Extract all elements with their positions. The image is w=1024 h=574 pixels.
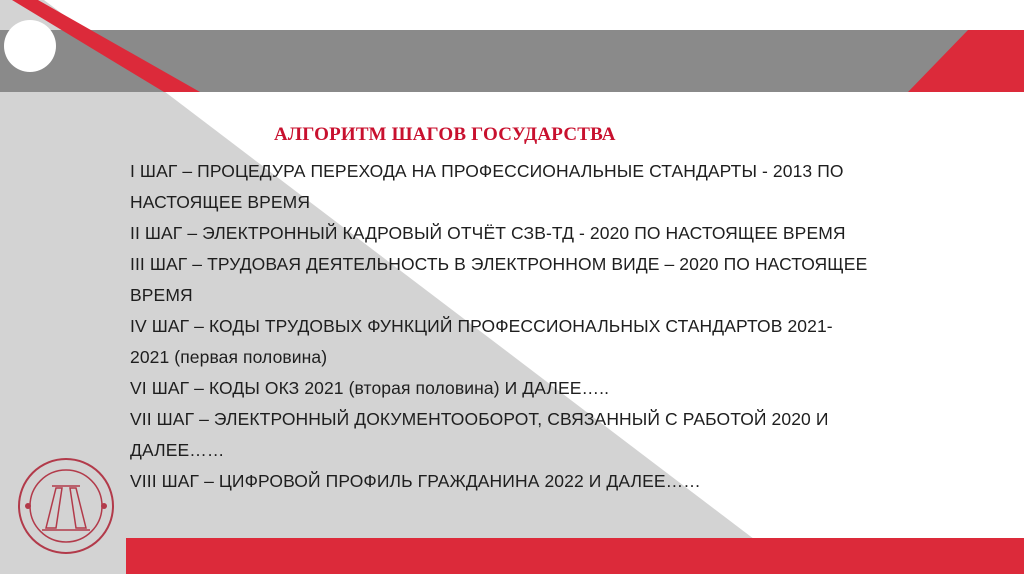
step-line: IV ШАГ – КОДЫ ТРУДОВЫХ ФУНКЦИЙ ПРОФЕССИОНАЛЬНЫХ СТАНДАРТОВ 2021-	[130, 316, 833, 336]
step-line: I ШАГ – ПРОЦЕДУРА ПЕРЕХОДА НА ПРОФЕССИОНАЛЬНЫЕ СТАНДАРТЫ - 2013 ПО	[130, 161, 844, 181]
step-line: 2021 (первая половина)	[130, 347, 328, 367]
step-line: VI ШАГ – КОДЫ ОКЗ 2021 (вторая половина) И ДАЛЕЕ…..	[130, 378, 610, 398]
step-line: III ШАГ – ТРУДОВАЯ ДЕЯТЕЛЬНОСТЬ В ЭЛЕКТРОННОМ ВИДЕ – 2020 ПО НАСТОЯЩЕЕ	[130, 254, 868, 274]
steps-list	[130, 156, 950, 497]
white-circle-badge	[4, 20, 56, 72]
step-line: НАСТОЯЩЕЕ ВРЕМЯ	[130, 192, 311, 212]
bottom-red-band	[126, 538, 1024, 574]
slide-content	[130, 124, 950, 497]
slide-title: АЛГОРИТМ ШАГОВ ГОСУДАРСТВА	[274, 124, 616, 145]
step-line: ДАЛЕЕ……	[130, 440, 225, 460]
step-line: VIII ШАГ – ЦИФРОВОЙ ПРОФИЛЬ ГРАЖДАНИНА 2022 И ДАЛЕЕ……	[130, 471, 701, 491]
step-line: II ШАГ – ЭЛЕКТРОННЫЙ КАДРОВЫЙ ОТЧЁТ СЗВ-ТД - 2020 ПО НАСТОЯЩЕЕ ВРЕМЯ	[130, 223, 846, 243]
step-line: ВРЕМЯ	[130, 285, 193, 305]
organization-seal-icon	[6, 454, 126, 558]
step-line: VII ШАГ – ЭЛЕКТРОННЫЙ ДОКУМЕНТООБОРОТ, СВЯЗАННЫЙ С РАБОТОЙ 2020 И	[130, 409, 829, 429]
